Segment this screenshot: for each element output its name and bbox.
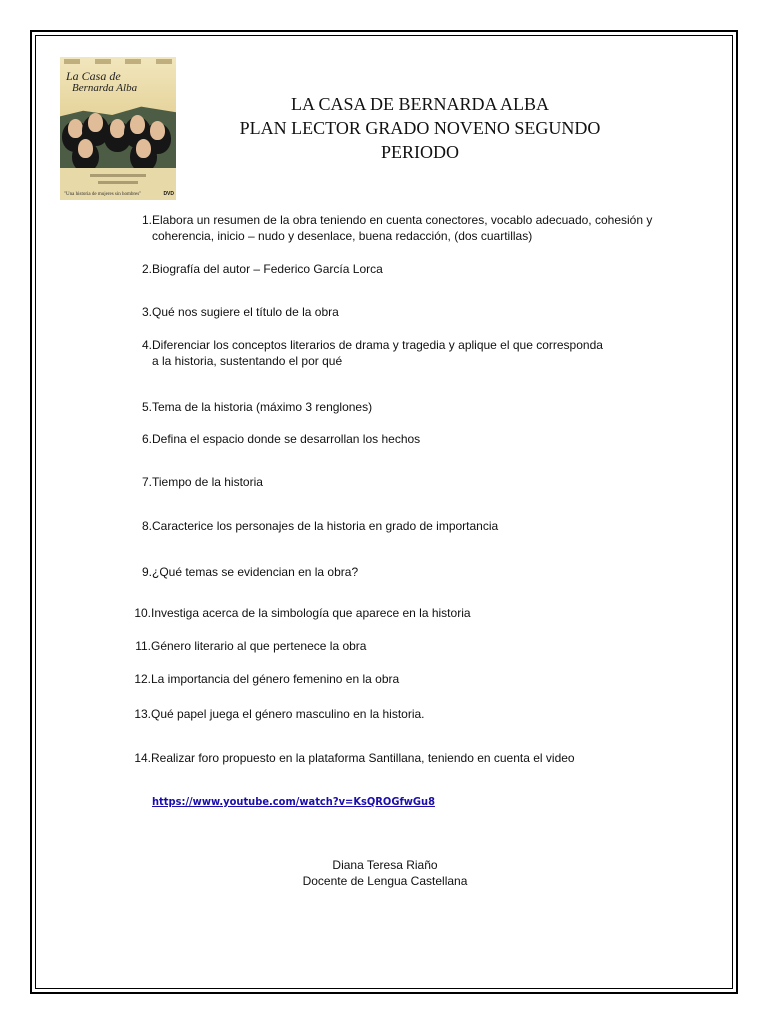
youtube-video-link[interactable]: https://www.youtube.com/watch?v=KsQROGfwGu8 <box>152 795 435 808</box>
list-item-text: Qué nos sugiere el título de la obra <box>152 305 339 319</box>
list-item-number: 11. <box>135 639 151 653</box>
list-item-text: Realizar foro propuesto en la plataforma Santillana, teniendo en cuenta el video <box>151 751 575 765</box>
list-item-number: 2. <box>141 262 152 276</box>
list-item-number: 7. <box>141 475 152 489</box>
list-item-text: Diferenciar los conceptos literarios de drama y tragedia y aplique el que corresponda a la historia, sustentando el por qué <box>152 338 603 368</box>
list-item-number: 1. <box>141 213 152 227</box>
list-item-number: 13. <box>134 707 151 721</box>
list-item-number: 6. <box>141 432 152 446</box>
list-item-text: Defina el espacio donde se desarrollan los hechos <box>152 432 421 446</box>
signature-block <box>240 857 530 889</box>
list-item-text: Elabora un resumen de la obra teniendo en cuenta conectores, vocablo adecuado, cohesión y coherencia, inicio – nudo y desenlace, buena redacción, (dos cuartillas) <box>152 213 653 243</box>
list-item-number: 8. <box>141 519 152 533</box>
title-line-3: PERIODO <box>380 142 459 162</box>
list-item-number: 14. <box>134 751 151 765</box>
teacher-name: Diana Teresa Riaño <box>332 858 438 872</box>
title-line-2: PLAN LECTOR GRADO NOVENO SEGUNDO <box>239 118 601 138</box>
list-item-number: 4. <box>141 338 152 352</box>
list-item-text: Biografía del autor – Federico García Lorca <box>152 262 383 276</box>
list-item-number: 3. <box>141 305 152 319</box>
cover-title-line2: Bernarda Alba <box>72 82 138 94</box>
teacher-role: Docente de Lengua Castellana <box>302 874 468 888</box>
cover-tagline: "Una historia de mujeres sin hombres" <box>64 192 142 197</box>
cover-actresses <box>66 113 170 165</box>
list-item-number: 10. <box>134 606 151 620</box>
list-item-text: Qué papel juega el género masculino en la historia. <box>151 707 425 721</box>
list-item-number: 5. <box>141 400 152 414</box>
dvd-badge: DVD <box>163 191 174 197</box>
list-item-text: Caracterice los personajes de la historia en grado de importancia <box>152 519 499 533</box>
list-item-number: 12. <box>134 672 151 686</box>
list-item-text: La importancia del género femenino en la obra <box>151 672 400 686</box>
list-item-number: 9. <box>141 565 152 579</box>
list-item-text: Tiempo de la historia <box>152 475 263 489</box>
document-title <box>190 92 650 164</box>
cover-title-line1: La Casa de <box>66 69 121 83</box>
title-line-1: LA CASA DE BERNARDA ALBA <box>290 94 550 114</box>
list-item-text: ¿Qué temas se evidencian en la obra? <box>152 565 359 579</box>
cover-credits <box>64 59 172 64</box>
list-item-text: Investiga acerca de la simbología que aparece en la historia <box>151 606 471 620</box>
book-cover-image <box>60 57 176 200</box>
list-item-text: Tema de la historia (máximo 3 renglones) <box>152 400 373 414</box>
list-item-text: Género literario al que pertenece la obra <box>151 639 367 653</box>
